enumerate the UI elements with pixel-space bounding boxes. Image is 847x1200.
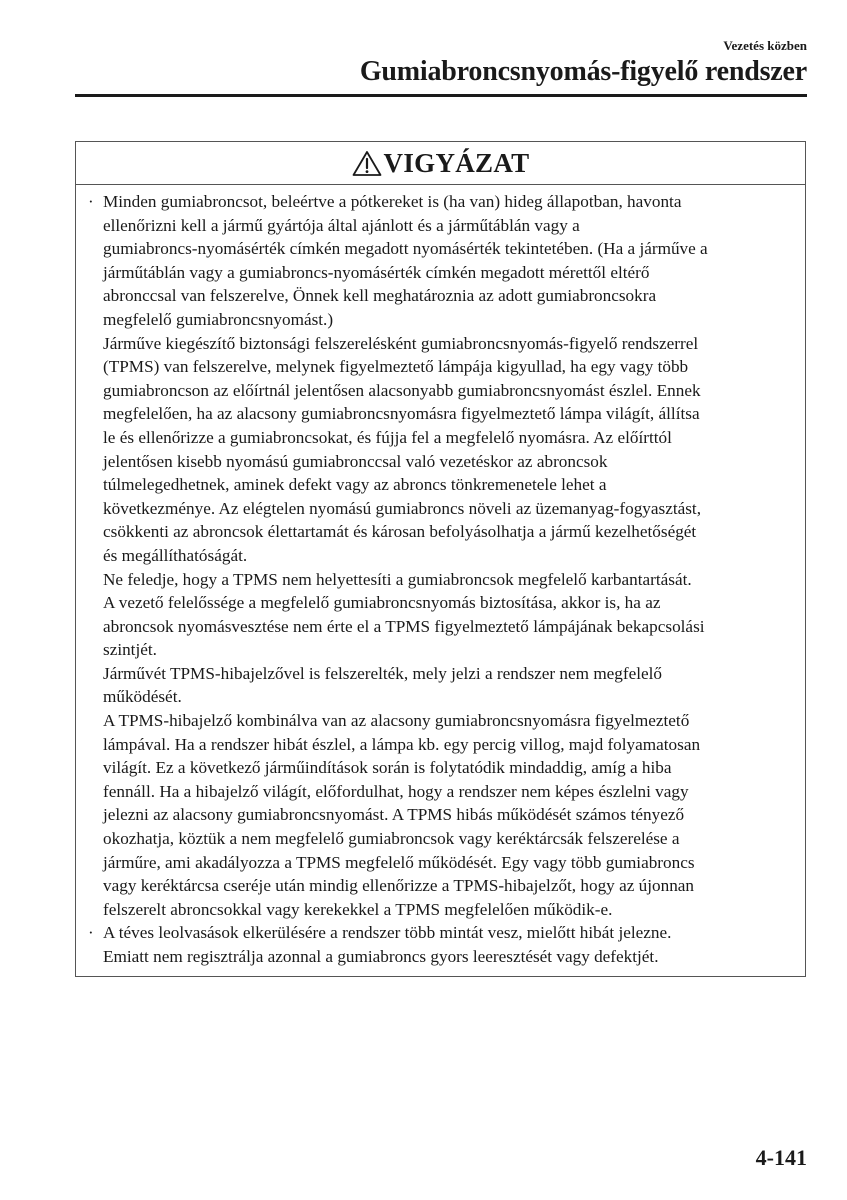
text-line: le és ellenőrizze a gumiabroncsokat, és fújja fel a megfelelő nyomásra. Az előírttól [103,427,672,447]
text-line: felszerelt abroncsokkal vagy kerekekkel a TPMS megfelelően működik-e. [103,899,613,919]
text-line: szintjét. [103,640,157,660]
bullet-marker: · [88,923,94,943]
text-line: gumiabroncson az előírtnál jelentősen alacsonyabb gumiabroncsnyomást észlel. Ennek [103,380,701,400]
warning-box [75,141,806,977]
title-rule [75,94,807,97]
text-line: járműtáblán vagy a gumiabroncs-nyomásérték címkén megadott mérettől eltérő [103,262,650,282]
text-line: jelezni az alacsony gumiabroncsnyomást. A TPMS hibás működését számos tényező [103,805,685,825]
page-number: 4-141 [755,1145,807,1170]
text-line: A TPMS-hibajelző kombinálva van az alacsony gumiabroncsnyomásra figyelmeztető [103,711,690,731]
text-line: fennáll. Ha a hibajelző világít, előfordulhat, hogy a rendszer nem képes észlelni vagy [103,781,689,801]
warning-bullet [88,190,787,921]
text-line: abronccsal van felszerelve, Önnek kell meghatároznia az adott gumiabroncsokra [103,286,657,306]
warning-title: VIGYÁZAT [383,147,530,178]
page-title: Gumiabroncsnyomás-figyelő rendszer [359,56,807,87]
text-line: járműre, ami akadályozza a TPMS megfelelő működését. Egy vagy több gumiabroncs [103,852,695,872]
warning-header [76,142,805,185]
warning-body [76,185,805,969]
text-line: A téves leolvasások elkerülésére a rendszer több mintát vesz, mielőtt hibát jelezne. [103,923,672,943]
text-line: Járműve kiegészítő biztonsági felszerelésként gumiabroncsnyomás-figyelő rendszerrel [103,333,699,353]
warning-triangle-icon [352,150,382,177]
text-line: jelentősen kisebb nyomású gumiabronccsal való vezetéskor az abroncsok [103,451,608,471]
bullet-marker: · [88,192,94,211]
text-line: megfelelően, ha az alacsony gumiabroncsnyomásra figyelmeztető lámpa világít, állítsa [103,404,700,424]
text-line: túlmelegedhetnek, aminek defekt vagy az abroncs tönkremenetele lehet a [103,475,607,495]
text-line: és megállíthatóságát. [103,545,248,565]
text-line: A vezető felelőssége a megfelelő gumiabroncsnyomás biztosítása, akkor is, ha az [103,593,661,613]
text-line: világít. Ez a következő járműindítások során is folytatódik mindaddig, amíg a hiba [103,758,672,778]
text-line: csökkenti az abroncsok élettartamát és károsan befolyásolhatja a jármű kezelhetőségét [103,522,697,542]
text-line: gumiabroncs-nyomásérték címkén megadott nyomásérték tekintetében. (Ha a járműve a [103,239,708,259]
text-line: abroncsok nyomásvesztése nem érte el a TPMS figyelmeztető lámpájának bekapcsolási [103,616,705,636]
text-line: vagy keréktárcsa cseréje után mindig ellenőrizze a TPMS-hibajelzőt, hogy az újonnan [103,876,695,896]
text-line: Járművét TPMS-hibajelzővel is felszerelték, mely jelzi a rendszer nem megfelelő [103,663,663,683]
text-line: ellenőrizni kell a jármű gyártója által ajánlott és a járműtáblán vagy a [103,215,580,235]
text-line: (TPMS) van felszerelve, melynek figyelmeztető lámpája kigyullad, ha egy vagy több [103,357,689,377]
text-line: következménye. Az elégtelen nyomású gumiabroncs növeli az üzemanyag-fogyasztást, [103,498,702,518]
text-line: lámpával. Ha a rendszer hibát észlel, a lámpa kb. egy percig villog, majd folyamatosan [103,734,701,754]
text-line: Minden gumiabroncsot, beleértve a pótkereket is (ha van) hideg állapotban, havonta [103,192,682,211]
text-line: működését. [103,687,182,707]
text-line: Emiatt nem regisztrálja azonnal a gumiabroncs gyors leeresztését vagy defektjét. [103,947,659,966]
warning-bullet [88,921,787,968]
text-line: Ne feledje, hogy a TPMS nem helyettesíti a gumiabroncsok megfelelő karbantartását. [103,569,692,589]
text-line: megfelelő gumiabroncsnyomást.) [103,309,334,329]
section-label: Vezetés közben [723,38,807,53]
text-line: okozhatja, köztük a nem megfelelő gumiabroncsok vagy keréktárcsák felszerelése a [103,829,680,849]
